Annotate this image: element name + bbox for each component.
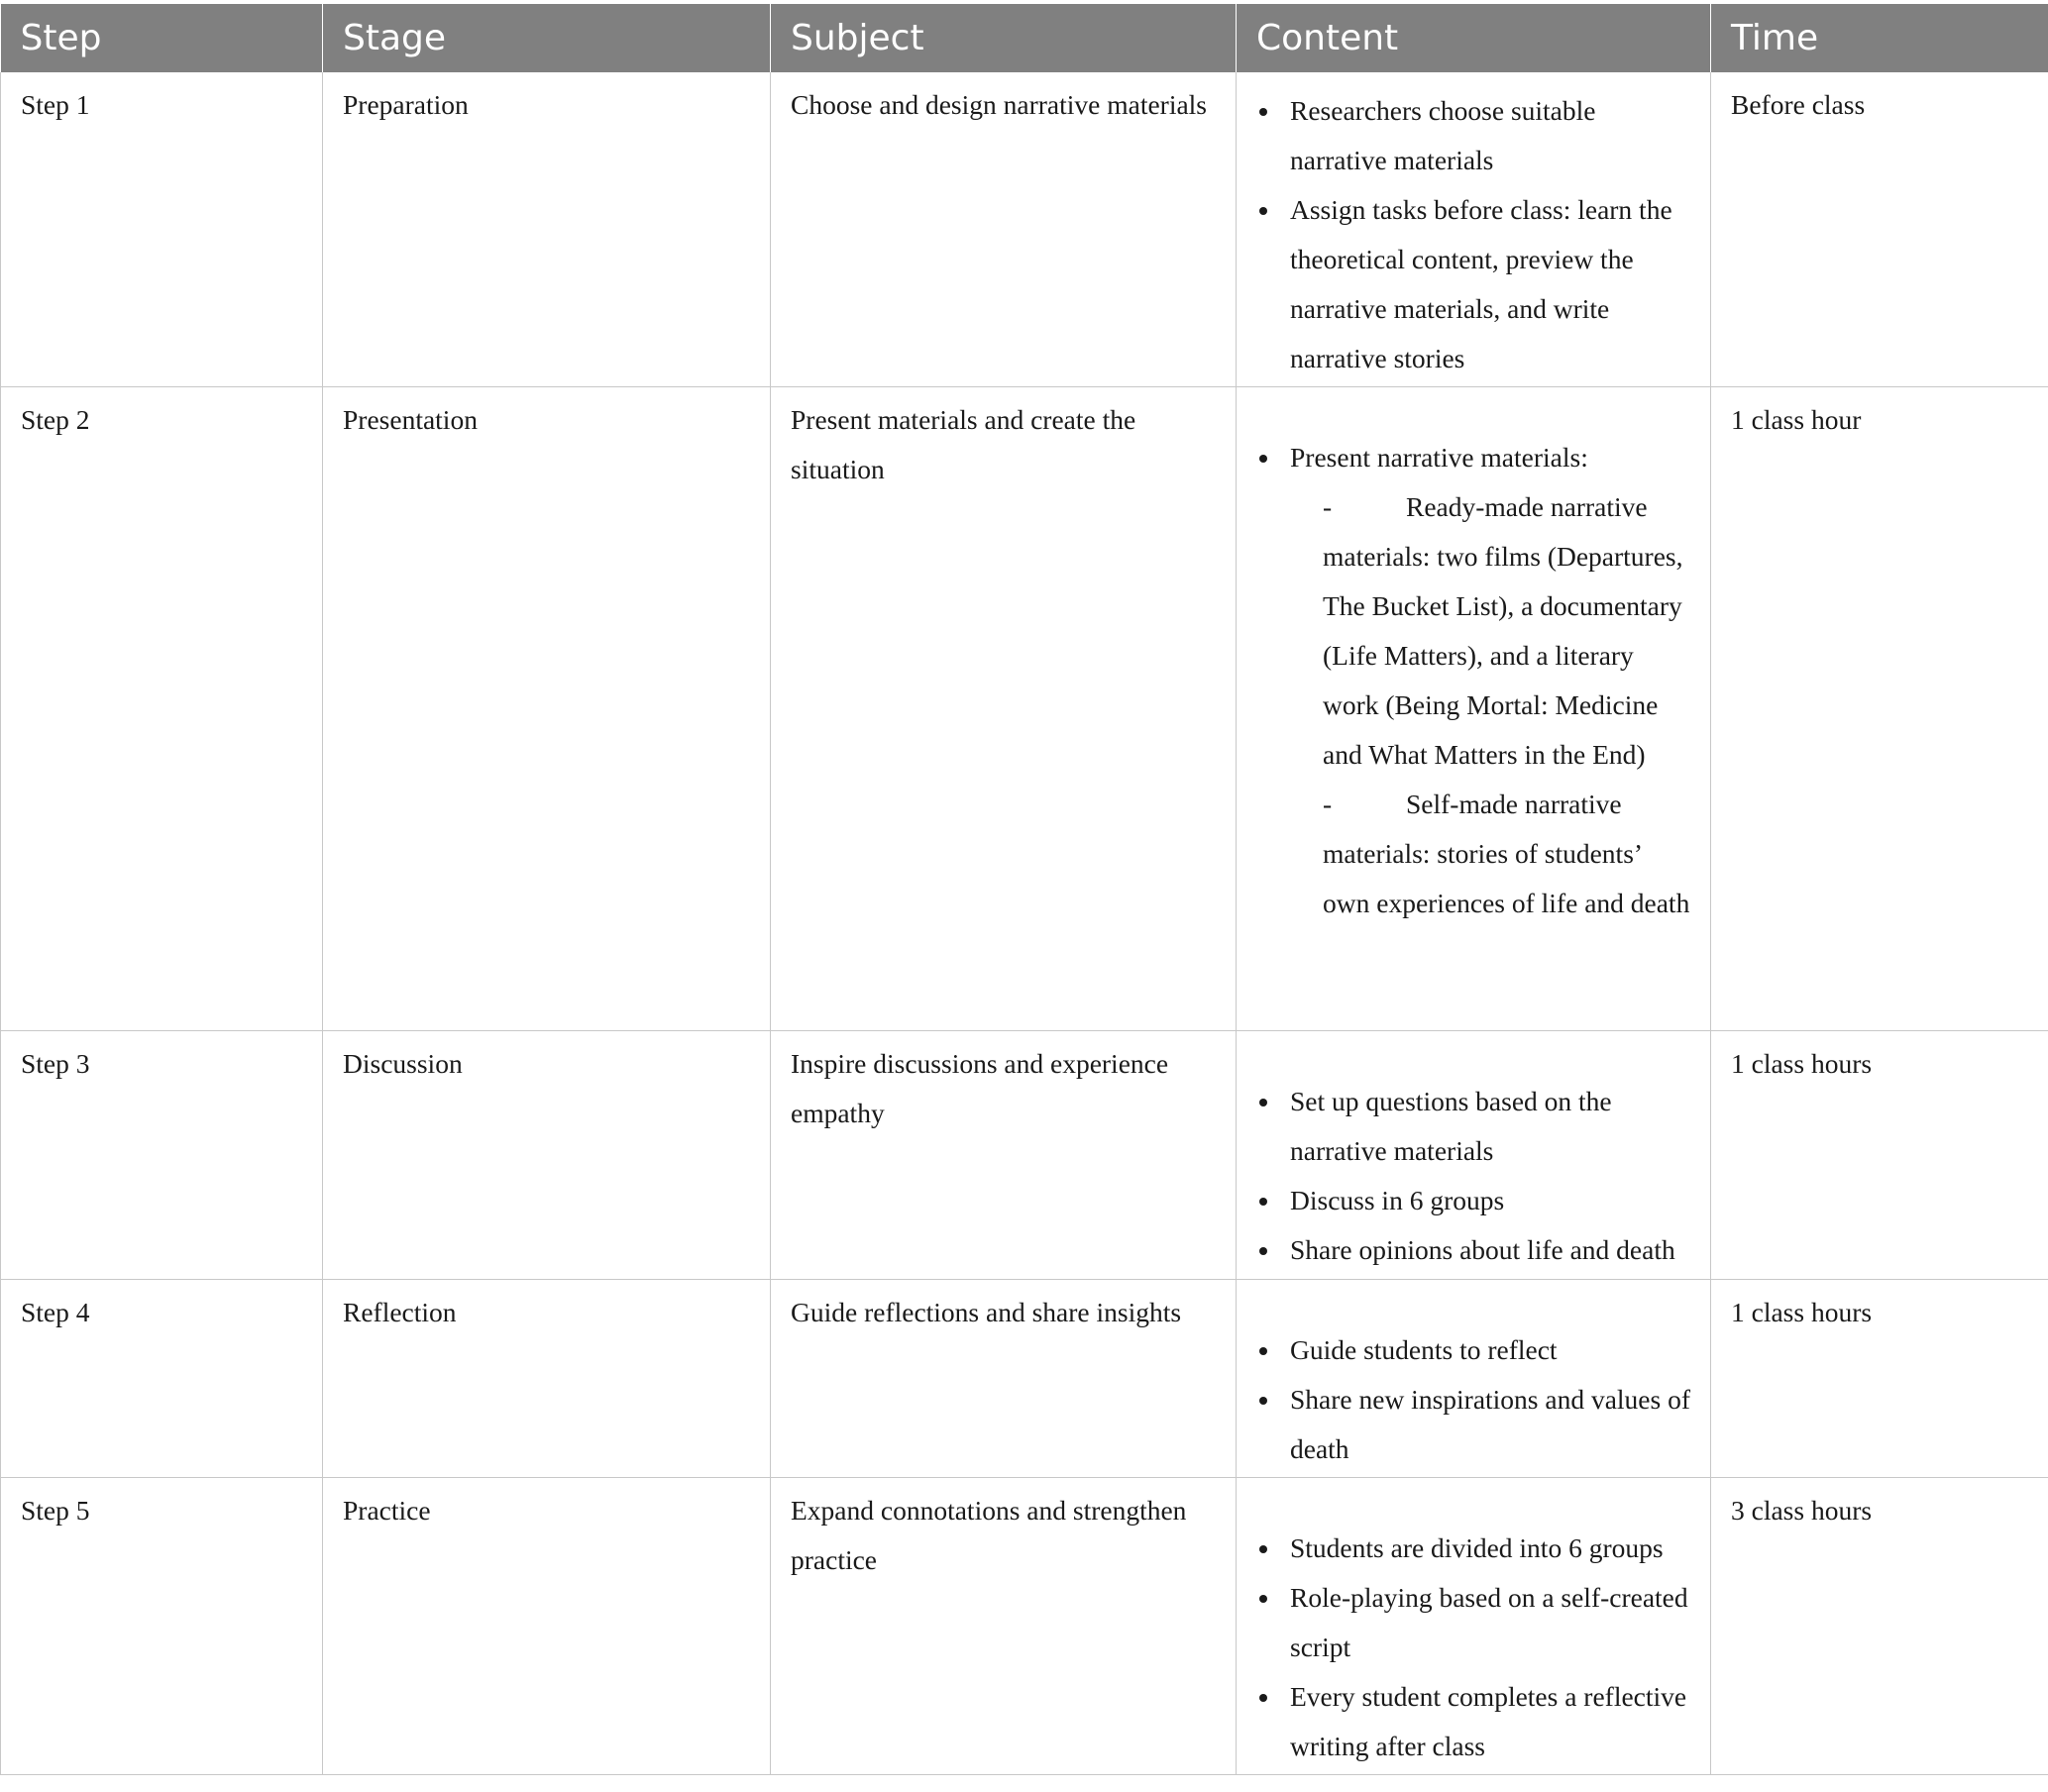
step-cell: Step 5: [1, 1478, 323, 1775]
sub-list-item-text: Ready-made narrative materials: two films (Departures, The Bucket List), a documentary (Life Matters), and a literary work (Being Mortal: Medicine and What Matters in the End): [1323, 491, 1683, 770]
subject-cell: Choose and design narrative materials: [771, 72, 1237, 387]
content-list: [1256, 86, 1692, 383]
list-item: [1256, 433, 1692, 928]
stage-cell: Presentation: [323, 387, 771, 1031]
list-item: Set up questions based on the narrative materials: [1256, 1077, 1692, 1176]
stage-cell: Discussion: [323, 1031, 771, 1280]
header-subject: Subject: [771, 4, 1237, 72]
header-content: Content: [1237, 4, 1711, 72]
subject-cell: Inspire discussions and experience empathy: [771, 1031, 1237, 1280]
content-cell: [1237, 1031, 1711, 1280]
table-header-row: [1, 4, 2048, 72]
table-row: [1, 72, 2048, 387]
sub-list-item: [1290, 482, 1692, 780]
stage-cell: Practice: [323, 1478, 771, 1775]
table-row: [1, 1031, 2048, 1280]
subject-cell: Expand connotations and strengthen practice: [771, 1478, 1237, 1775]
list-item: Share new inspirations and values of death: [1256, 1375, 1692, 1474]
content-list: [1256, 433, 1692, 928]
sub-list-item: [1290, 780, 1692, 928]
table-row: [1, 387, 2048, 1031]
list-item: Role-playing based on a self-created script: [1256, 1573, 1692, 1672]
subject-cell: Guide reflections and share insights: [771, 1280, 1237, 1478]
stage-cell: Preparation: [323, 72, 771, 387]
step-cell: Step 4: [1, 1280, 323, 1478]
time-cell: 1 class hours: [1711, 1031, 2048, 1280]
steps-table: [0, 4, 2048, 1775]
dash-marker: -: [1323, 491, 1333, 522]
list-item: Discuss in 6 groups: [1256, 1176, 1692, 1225]
step-cell: Step 2: [1, 387, 323, 1031]
stage-cell: Reflection: [323, 1280, 771, 1478]
list-item: Share opinions about life and death: [1256, 1225, 1692, 1275]
list-item: Assign tasks before class: learn the theoretical content, preview the narrative materials, and write narrative stories: [1256, 185, 1692, 383]
list-item-label: Present narrative materials:: [1290, 442, 1588, 473]
table-row: [1, 1280, 2048, 1478]
time-cell: Before class: [1711, 72, 2048, 387]
list-item: Every student completes a reflective writing after class: [1256, 1672, 1692, 1771]
content-cell: [1237, 1280, 1711, 1478]
content-list: [1256, 1524, 1692, 1771]
step-cell: Step 1: [1, 72, 323, 387]
content-cell: [1237, 72, 1711, 387]
content-list: [1256, 1077, 1692, 1275]
table-row: [1, 1478, 2048, 1775]
header-step: Step: [1, 4, 323, 72]
header-time: Time: [1711, 4, 2048, 72]
content-cell: [1237, 387, 1711, 1031]
list-item: Researchers choose suitable narrative materials: [1256, 86, 1692, 185]
step-cell: Step 3: [1, 1031, 323, 1280]
list-item: Guide students to reflect: [1256, 1325, 1692, 1375]
content-list: [1256, 1325, 1692, 1474]
time-cell: 3 class hours: [1711, 1478, 2048, 1775]
dash-marker: -: [1323, 789, 1333, 819]
time-cell: 1 class hours: [1711, 1280, 2048, 1478]
list-item: Students are divided into 6 groups: [1256, 1524, 1692, 1573]
sub-list-item-text: Self-made narrative materials: stories of students’ own experiences of life and death: [1323, 789, 1690, 918]
content-cell: [1237, 1478, 1711, 1775]
subject-cell: Present materials and create the situation: [771, 387, 1237, 1031]
time-cell: 1 class hour: [1711, 387, 2048, 1031]
header-stage: Stage: [323, 4, 771, 72]
